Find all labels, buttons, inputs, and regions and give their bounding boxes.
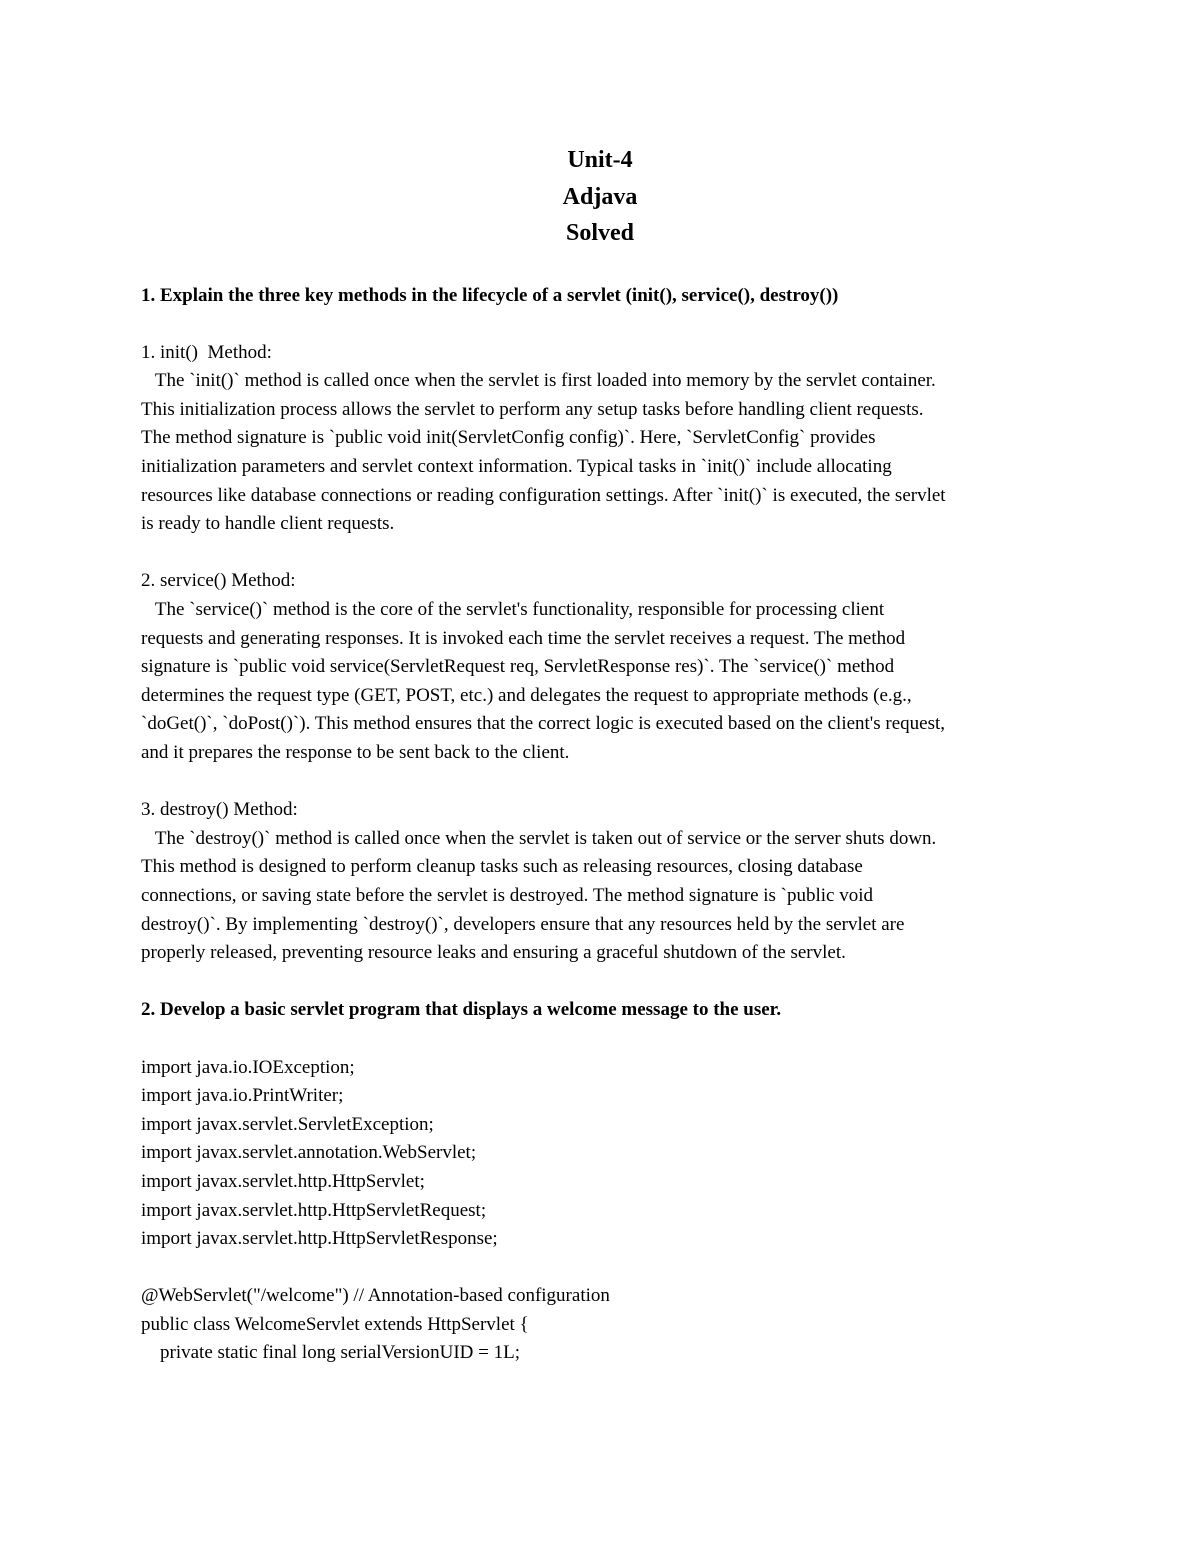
document-title <box>129 142 1071 252</box>
init-method-section <box>141 339 1071 539</box>
question-2-heading: 2. Develop a basic servlet program that displays a welcome message to the user. <box>141 999 782 1021</box>
question-1-heading: 1. Explain the three key methods in the lifecycle of a servlet (init(), service(), destroy()) <box>141 284 839 306</box>
code-line: import javax.servlet.http.HttpServletRequest; <box>141 1199 487 1221</box>
code-line: @WebServlet("/welcome") // Annotation-based configuration <box>141 1285 610 1307</box>
title-line-subject: Adjava <box>562 183 638 210</box>
paragraph-line: This method is designed to perform cleanup tasks such as releasing resources, closing database <box>141 856 863 878</box>
paragraph-line: determines the request type (GET, POST, etc.) and delegates the request to appropriate methods (e.g., <box>141 684 912 706</box>
spacer <box>141 768 1071 797</box>
section-heading-service: 2. service() Method: <box>141 570 296 592</box>
code-line: import java.io.PrintWriter; <box>141 1085 344 1107</box>
paragraph-line: properly released, preventing resource leaks and ensuring a graceful shutdown of the servlet. <box>141 942 846 964</box>
code-line: import javax.servlet.annotation.WebServlet; <box>141 1142 477 1164</box>
paragraph-line: requests and generating responses. It is invoked each time the servlet receives a request. The method <box>141 627 906 649</box>
paragraph-line: signature is `public void service(ServletRequest req, ServletResponse res)`. The `service()` method <box>141 656 895 678</box>
spacer <box>141 310 1071 339</box>
code-class-definition <box>141 1282 1071 1368</box>
spacer <box>141 1025 1071 1054</box>
paragraph-line: connections, or saving state before the servlet is destroyed. The method signature is `public void <box>141 884 874 906</box>
paragraph-line: The `init()` method is called once when the servlet is first loaded into memory by the servlet container. <box>141 370 936 392</box>
paragraph-line: destroy()`. By implementing `destroy()`, developers ensure that any resources held by the servlet are <box>141 913 905 935</box>
code-line: import javax.servlet.ServletException; <box>141 1113 434 1135</box>
title-line-unit: Unit-4 <box>567 147 633 173</box>
title-line-status: Solved <box>565 220 634 246</box>
paragraph-line: initialization parameters and servlet context information. Typical tasks in `init()` include allocating <box>141 456 892 478</box>
section-heading-init: 1. init() Method: <box>141 341 272 363</box>
code-line: private static final long serialVersionUID = 1L; <box>141 1342 521 1364</box>
paragraph-line: The `service()` method is the core of the servlet's functionality, responsible for processing client <box>141 599 885 621</box>
paragraph-line: This initialization process allows the servlet to perform any setup tasks before handling client requests. <box>141 398 924 420</box>
spacer <box>141 1254 1071 1283</box>
code-line: public class WelcomeServlet extends HttpServlet { <box>141 1313 529 1335</box>
spacer <box>141 968 1071 997</box>
code-line: import java.io.IOException; <box>141 1056 355 1078</box>
paragraph-line: `doGet()`, `doPost()`). This method ensures that the correct logic is executed based on the client's request, <box>141 713 945 735</box>
code-imports <box>141 1054 1071 1254</box>
paragraph-line: The method signature is `public void init(ServletConfig config)`. Here, `ServletConfig` provides <box>141 427 876 449</box>
destroy-method-section <box>141 796 1071 968</box>
paragraph-line: The `destroy()` method is called once when the servlet is taken out of service or the server shuts down. <box>141 827 937 849</box>
document-page <box>141 142 1071 1368</box>
paragraph-line: resources like database connections or reading configuration settings. After `init()` is executed, the servlet <box>141 484 946 506</box>
service-method-section <box>141 567 1071 767</box>
code-line: import javax.servlet.http.HttpServlet; <box>141 1170 425 1192</box>
spacer <box>141 539 1071 568</box>
paragraph-line: is ready to handle client requests. <box>141 513 395 535</box>
code-line: import javax.servlet.http.HttpServletResponse; <box>141 1228 498 1250</box>
section-heading-destroy: 3. destroy() Method: <box>141 799 298 821</box>
paragraph-line: and it prepares the response to be sent back to the client. <box>141 742 570 763</box>
